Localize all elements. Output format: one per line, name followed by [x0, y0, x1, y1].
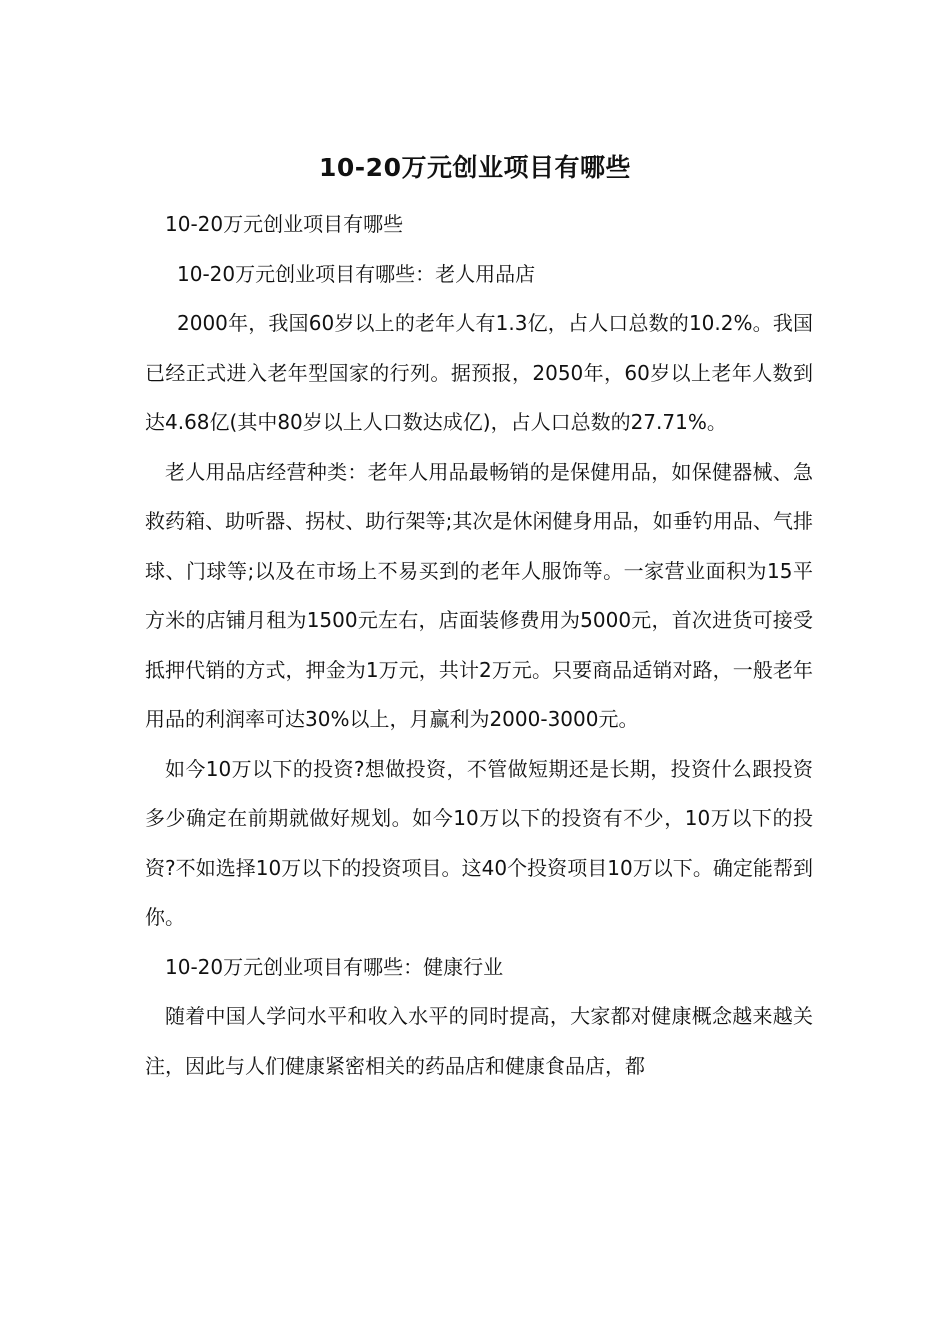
paragraph-heading-health-industry: 10-20万元创业项目有哪些：健康行业 — [165, 954, 504, 979]
paragraph-heading-elderly-store: 10-20万元创业项目有哪些：老人用品店 — [177, 261, 536, 286]
paragraph-subtitle: 10-20万元创业项目有哪些 — [165, 212, 404, 236]
paragraph-elderly-store-details: 老人用品店经营种类：老年人用品最畅销的是保健用品，如保健器械、急救药箱、助听器、拐杖、助行架等;其次是休闲健身用品，如垂钓用品、气排球、门球等;以及在市场上不易买到的老年人服饰等。一家营业面积为15平方米的店铺月租为1500元左右，店面装修费用为5000元，首次进货可接受抵押代销的方式，押金为1万元，共计2万元。只要商品适销对路，一般老年用品的利润率可达30%以上，月赢利为2000-3000元。 — [145, 459, 813, 731]
paragraph-investment-under-100k: 如今10万以下的投资?想做投资，不管做短期还是长期，投资什么跟投资多少确定在前期就做好规划。如今10万以下的投资有不少，10万以下的投资?不如选择10万以下的投资项目。这40个投资项目10万以下。确定能帮到你。 — [145, 756, 813, 929]
paragraph-health-industry: 随着中国人学问水平和收入水平的同时提高，大家都对健康概念越来越关注，因此与人们健康紧密相关的药品店和健康食品店，都 — [145, 1004, 813, 1078]
document-body — [145, 200, 813, 1091]
paragraph-elderly-population: 2000年，我国60岁以上的老年人有1.3亿，占人口总数的10.2%。我国已经正式进入老年型国家的行列。据预报，2050年，60岁以上老年人数到达4.68亿(其中80岁以上人口数达成亿)，占人口总数的27.71%。 — [145, 311, 813, 434]
document-title: 10-20万元创业项目有哪些 — [319, 153, 631, 182]
